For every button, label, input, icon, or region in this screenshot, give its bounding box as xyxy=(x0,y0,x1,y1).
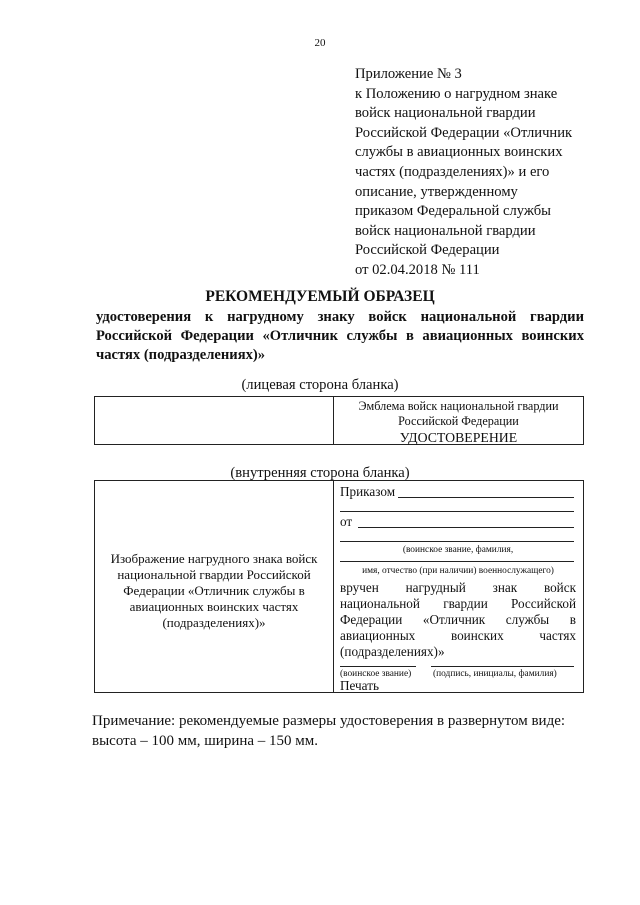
rank-name-hint: (воинское звание, фамилия, xyxy=(402,545,514,555)
note-line: Примечание: рекомендуемые размеры удостоверения в развернутом виде: xyxy=(92,713,566,729)
rank-hint: (воинское звание) xyxy=(340,669,412,679)
document-subtitle xyxy=(96,308,584,365)
appendix-line: войск национальной гвардии xyxy=(355,222,536,239)
awarded-line: национальной гвардии Российской xyxy=(340,596,576,611)
appendix-block xyxy=(355,65,605,281)
order-line-2 xyxy=(340,511,574,512)
badge-image-placeholder: Изображение нагрудного знака войск национальной гвардии Российской Федерации «Отличник службы в авиационных воинских частях (подразделениях)» xyxy=(110,551,318,630)
appendix-line: приказом Федеральной службы xyxy=(355,203,551,220)
patronymic-hint: имя, отчество (при наличии) военнослужащего) xyxy=(362,566,554,576)
appendix-line: войск национальной гвардии xyxy=(355,105,536,122)
stamp-label: Печать xyxy=(340,678,379,693)
inner-side-form xyxy=(94,480,584,693)
document-title: РЕКОМЕНДУЕМЫЙ ОБРАЗЕЦ xyxy=(205,288,435,305)
awarded-line: авиационных воинских частях xyxy=(340,628,576,643)
note-line: высота – 100 мм, ширина – 150 мм. xyxy=(92,732,319,749)
rank-line xyxy=(340,666,416,667)
name-line xyxy=(340,561,574,562)
appendix-line: Российской Федерации xyxy=(355,242,500,259)
from-label: от xyxy=(340,514,353,529)
emblem-label: Эмблема войск национальной гвардии xyxy=(358,399,559,413)
appendix-line: от 02.04.2018 № 111 xyxy=(355,261,480,278)
page-number: 20 xyxy=(314,37,326,49)
front-right-cell xyxy=(334,399,583,445)
awarded-line: (подразделениях)» xyxy=(340,644,445,659)
appendix-line: частях (подразделениях)» и его xyxy=(355,163,550,180)
awarded-line: Федерации «Отличник службы в xyxy=(340,612,576,627)
awarded-text xyxy=(340,580,576,660)
subtitle-line: частях (подразделениях)» xyxy=(96,347,266,363)
awarded-line: вручен нагрудный знак войск xyxy=(340,580,576,595)
appendix-line: к Положению о нагрудном знаке xyxy=(355,85,558,102)
signature-line xyxy=(431,666,574,667)
column-divider xyxy=(333,481,334,692)
subtitle-line: Российской Федерации «Отличник службы в авиационных воинских xyxy=(96,328,584,344)
front-side-caption: (лицевая сторона бланка) xyxy=(241,377,399,393)
inner-side-caption: (внутренняя сторона бланка) xyxy=(230,465,410,481)
signature-hint: (подпись, инициалы, фамилия) xyxy=(433,669,557,679)
from-line-2 xyxy=(340,541,574,542)
front-side-form xyxy=(94,396,584,445)
appendix-line: Приложение № 3 xyxy=(355,66,462,82)
appendix-line: службы в авиационных воинских xyxy=(355,144,563,161)
appendix-line: описание, утвержденному xyxy=(355,183,518,200)
note xyxy=(92,712,592,751)
emblem-label-2: Российской Федерации xyxy=(398,414,519,428)
order-label: Приказом xyxy=(340,484,396,499)
subtitle-line: удостоверения к нагрудному знаку войск национальной гвардии xyxy=(96,309,584,325)
order-line xyxy=(398,497,574,498)
appendix-line: Российской Федерации «Отличник xyxy=(355,124,573,141)
certificate-heading: УДОСТОВЕРЕНИЕ xyxy=(399,430,518,445)
from-line xyxy=(358,527,574,528)
